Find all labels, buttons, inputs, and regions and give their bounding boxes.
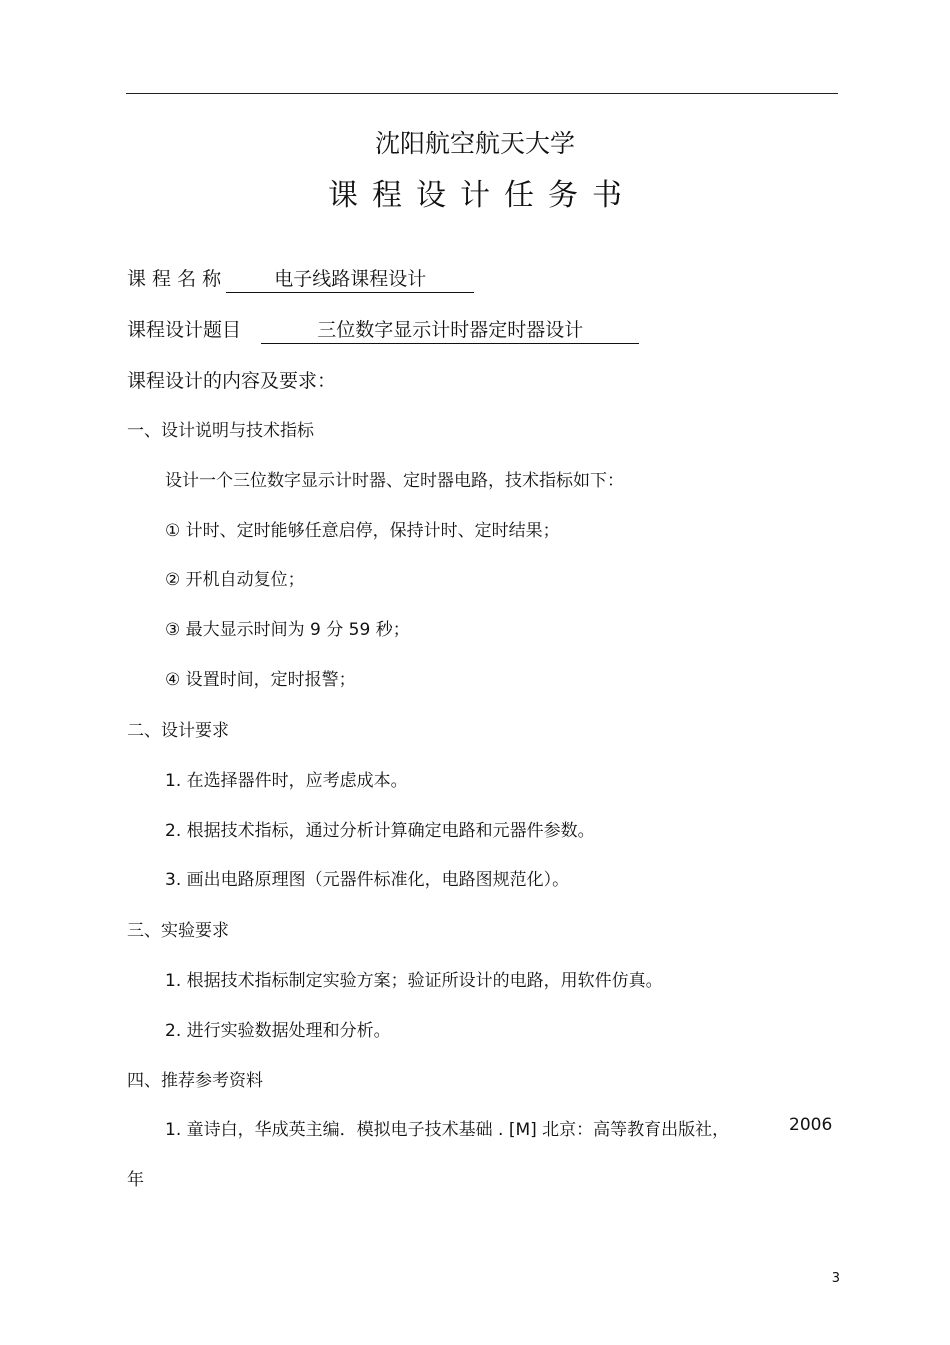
topic-label: 课程设计题目 bbox=[127, 319, 242, 341]
section1-item: ④ 设置时间，定时报警； bbox=[165, 670, 356, 690]
section1-item: ③ 最大显示时间为 9 分 59 秒； bbox=[165, 620, 410, 640]
section2-item: 1. 在选择器件时，应考虑成本。 bbox=[165, 771, 408, 791]
reference-1-year: 2006 bbox=[789, 1115, 833, 1135]
section1-item: ① 计时、定时能够任意启停，保持计时、定时结果； bbox=[165, 521, 560, 541]
reference-1: 1. 童诗白，华成英主编．模拟电子技术基础 . [M] 北京：高等教育出版社， bbox=[165, 1120, 730, 1140]
course-name-value: 电子线路课程设计 bbox=[226, 264, 474, 293]
course-name-label: 课 程 名 称 bbox=[127, 268, 222, 290]
page-number: 3 bbox=[831, 1271, 840, 1286]
section1-item: ② 开机自动复位； bbox=[165, 570, 305, 590]
section2-item: 3. 画出电路原理图（元器件标准化，电路图规范化）。 bbox=[165, 870, 570, 890]
section3-item: 1. 根据技术指标制定实验方案；验证所设计的电路，用软件仿真。 bbox=[165, 971, 663, 991]
topic-value: 三位数字显示计时器定时器设计 bbox=[261, 315, 639, 344]
topic-row bbox=[127, 315, 639, 344]
document-title: 课程设计任务书 bbox=[328, 178, 636, 213]
reference-1-continuation: 年 bbox=[127, 1170, 144, 1190]
section3-heading: 三、实验要求 bbox=[127, 921, 229, 941]
section1-intro: 设计一个三位数字显示计时器、定时器电路，技术指标如下： bbox=[165, 471, 624, 491]
section4-heading: 四、推荐参考资料 bbox=[127, 1071, 263, 1091]
section3-item: 2. 进行实验数据处理和分析。 bbox=[165, 1021, 391, 1041]
section2-heading: 二、设计要求 bbox=[127, 721, 229, 741]
header-rule bbox=[126, 93, 838, 94]
content-label: 课程设计的内容及要求： bbox=[127, 370, 337, 392]
section2-item: 2. 根据技术指标，通过分析计算确定电路和元器件参数。 bbox=[165, 821, 595, 841]
section1-heading: 一、设计说明与技术指标 bbox=[127, 421, 314, 441]
university-name: 沈阳航空航天大学 bbox=[374, 129, 575, 158]
course-name-row bbox=[127, 264, 474, 293]
